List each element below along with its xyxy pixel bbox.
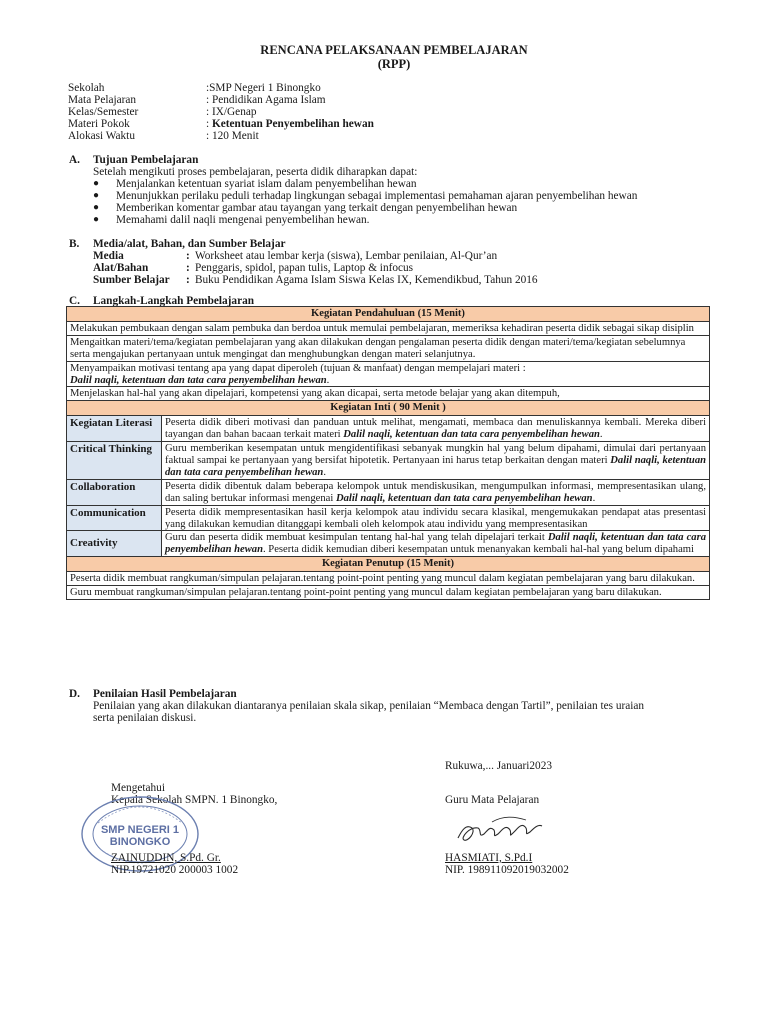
- creativity-text: Guru dan peserta didik membuat kesimpulan tentang hal-hal yang telah dipelajari terkait Dalil naqli, ketentuan dan tata cara penyembelihan hewan. Peserta didik kemudian diberi kesempatan untuk menanyakan kembali hal-hal yang belum dipahami: [162, 531, 710, 557]
- right-heading: Guru Mata Pelajaran: [445, 794, 540, 806]
- stamp-text-1: SMP NEGERI 1: [100, 824, 180, 836]
- sumber-colon: :: [186, 274, 190, 286]
- info-label-alokasi: Alokasi Waktu: [68, 130, 135, 142]
- teacher-nip: NIP. 198911092019032002: [445, 864, 569, 876]
- topic-italic: Dalil naqli, ketentuan dan tata cara penyembelihan hewan: [165, 454, 707, 478]
- communication-label: Communication: [67, 505, 162, 531]
- penutup-row-2: Guru membuat rangkuman/simpulan pelajaran.tentang point-point penting yang muncul dalam kegiatan pembelajaran yang baru dilakukan.: [67, 586, 710, 600]
- collaboration-text-body: Peserta didik dibentuk dalam beberapa kelompok untuk mendiskusikan, mengumpulkan informasi, mempresentasikan ulang, dan saling bertukar informasi mengenai: [165, 480, 707, 504]
- alat-label: Alat/Bahan: [93, 262, 149, 274]
- info-label-materi: Materi Pokok: [68, 118, 130, 130]
- inti-header: Kegiatan Inti ( 90 Menit ): [67, 401, 710, 416]
- bullet-icon: ●: [93, 214, 100, 225]
- bullet-icon: ●: [93, 178, 100, 189]
- media-label: Media: [93, 250, 124, 262]
- info-value-materi-bold: Ketentuan Penyembelihan hewan: [211, 118, 374, 130]
- penutup-header: Kegiatan Penutup (15 Menit): [67, 557, 710, 572]
- literasi-text: Peserta didik diberi motivasi dan panduan untuk melihat, mengamati, membaca dan menuliskannya kembali. Mereka diberi tayangan dan bahan bacaan terkait materi Dalil naqli, ketentuan dan tata cara penyembelihan hewan.: [162, 416, 710, 442]
- principal-nip: NIP.19721020 200003 1002: [111, 864, 239, 876]
- section-d-letter: D.: [69, 688, 80, 700]
- pendahuluan-row-1: Melakukan pembukaan dengan salam pembuka dan berdoa untuk memulai pembelajaran, memeriksa kehadiran peserta didik sebagai sikap disiplin: [67, 321, 710, 335]
- topic-italic: Dalil naqli, ketentuan dan tata cara penyembelihan hewan: [343, 429, 600, 441]
- section-c-title: Langkah-Langkah Pembelajaran: [93, 295, 255, 307]
- penutup-row-1: Peserta didik membuat rangkuman/simpulan pelajaran.tentang point-point penting yang muncul dalam kegiatan pembelajaran yang baru dilakukan.: [67, 572, 710, 586]
- pendahuluan-header: Kegiatan Pendahuluan (15 Menit): [67, 307, 710, 322]
- topic-italic: Dalil naqli, ketentuan dan tata cara penyembelihan hewan: [70, 374, 327, 386]
- bullet-icon: ●: [93, 190, 100, 201]
- creativity-text-2: Peserta didik kemudian diberi kesempatan untuk menanyakan kembali hal-hal yang belum dipahami: [268, 544, 694, 556]
- section-b-letter: B.: [69, 238, 80, 250]
- collaboration-label: Collaboration: [67, 479, 162, 505]
- tujuan-item-3: Memberikan komentar gambar atau tayangan yang terkait dengan penyembelihan hewan: [116, 202, 518, 214]
- document-subtitle: (RPP): [377, 57, 411, 71]
- info-value-mapel: : Pendidikan Agama Islam: [206, 94, 326, 106]
- critical-label: Critical Thinking: [67, 442, 162, 480]
- creativity-label: Creativity: [67, 531, 162, 557]
- section-a-letter: A.: [69, 154, 80, 166]
- info-value-materi: [206, 118, 374, 131]
- left-heading-2: Kepala Sekolah SMPN. 1 Binongko,: [111, 794, 278, 806]
- topic-italic: Dalil naqli, ketentuan dan tata cara penyembelihan hewan: [165, 532, 707, 556]
- collaboration-text: Peserta didik dibentuk dalam beberapa kelompok untuk mendiskusikan, mengumpulkan informasi, mempresentasikan ulang, dan saling bertukar informasi mengenai Dalil naqli, ketentuan dan tata cara penyembelihan hewan.: [162, 479, 710, 505]
- document-title: RENCANA PELAKSANAAN PEMBELAJARAN: [260, 43, 528, 57]
- left-heading-1: Mengetahui: [111, 782, 165, 794]
- section-d-title: Penilaian Hasil Pembelajaran: [93, 688, 237, 700]
- place-date: Rukuwa,... Januari2023: [445, 760, 552, 772]
- literasi-text-body: Peserta didik diberi motivasi dan panduan untuk melihat, mengamati, membaca dan menuliskannya kembali. Mereka diberi tayangan dan bahan bacaan terkait materi: [165, 417, 707, 441]
- critical-text-body: Guru memberikan kesempatan untuk mengidentifikasi sebanyak mungkin hal yang belum dipahami, dimulai dari pertanyaan faktual sampai ke pertanyaan yang bersifat hipotetik. Pertanyaan ini harus tetap berkaitan dengan materi: [165, 443, 707, 466]
- section-b-title: Media/alat, Bahan, dan Sumber Belajar: [93, 238, 286, 250]
- info-value-sekolah: :SMP Negeri 1 Binongko: [206, 82, 321, 94]
- topic-italic: Dalil naqli, ketentuan dan tata cara penyembelihan hewan: [335, 492, 593, 504]
- tujuan-item-1: Menjalankan ketentuan syariat islam dalam penyembelihan hewan: [116, 178, 417, 190]
- section-a-title: Tujuan Pembelajaran: [93, 154, 199, 166]
- media-value: Worksheet atau lembar kerja (siswa), Lembar penilaian, Al-Qur’an: [195, 250, 498, 262]
- info-value-prefix: :: [206, 118, 212, 130]
- principal-name: ZAINUDDIN, S.Pd. Gr.: [111, 852, 221, 864]
- pendahuluan-row-3: Menyampaikan motivasi tentang apa yang dapat diperoleh (tujuan & manfaat) dengan mempelajari materi : Dalil naqli, ketentuan dan tata cara penyembelihan hewan.: [67, 361, 710, 387]
- info-label-sekolah: Sekolah: [68, 82, 105, 94]
- bullet-icon: ●: [93, 202, 100, 213]
- alat-value: Penggaris, spidol, papan tulis, Laptop & infocus: [195, 262, 414, 274]
- pendahuluan-row-4: Menjelaskan hal-hal yang akan dipelajari, kompetensi yang akan dicapai, serta metode belajar yang akan ditempuh,: [67, 387, 710, 401]
- critical-text: Guru memberikan kesempatan untuk mengidentifikasi sebanyak mungkin hal yang belum dipahami, dimulai dari pertanyaan faktual sampai ke pertanyaan yang bersifat hipotetik. Pertanyaan ini harus tetap berkaitan dengan materi Dalil naqli, ketentuan dan tata cara penyembelihan hewan.: [162, 442, 710, 480]
- penilaian-line-1: Penilaian yang akan dilakukan diantaranya penilaian skala sikap, penilaian “Membaca dengan Tartil”, penilaian tes uraian: [93, 700, 645, 712]
- alat-colon: :: [186, 262, 190, 274]
- info-value-kelas: : IX/Genap: [206, 106, 257, 118]
- tujuan-item-4: Memahami dalil naqli mengenai penyembelihan hewan.: [116, 214, 370, 226]
- tujuan-item-2: Menunjukkan perilaku peduli terhadap lingkungan sebagai implementasi pemahaman ajaran penyembelihan hewan: [116, 190, 638, 202]
- teacher-signature-icon: [452, 812, 550, 850]
- stamp-text-2: BINONGKO: [109, 836, 171, 848]
- pendahuluan-row-2: Mengaitkan materi/tema/kegiatan pembelajaran yang akan dilakukan dengan pengalaman peserta didik dengan materi/tema/kegiatan sebelumnya serta mengajukan pertanyaan untuk mengingat dan menghubungkan dengan materi selanjutnya.: [67, 335, 710, 361]
- sumber-value: Buku Pendidikan Agama Islam Siswa Kelas IX, Kemendikbud, Tahun 2016: [195, 274, 538, 286]
- creativity-text-1: Guru dan peserta didik membuat kesimpulan tentang hal-hal yang telah dipelajari terkait: [165, 532, 545, 544]
- steps-table: [66, 306, 710, 600]
- section-c-letter: C.: [69, 295, 80, 307]
- literasi-label: Kegiatan Literasi: [67, 416, 162, 442]
- info-label-mapel: Mata Pelajaran: [68, 94, 137, 106]
- pendahuluan-row-3-text: Menyampaikan motivasi tentang apa yang dapat diperoleh (tujuan & manfaat) dengan mempelajari materi :: [70, 362, 526, 374]
- info-label-kelas: Kelas/Semester: [68, 106, 139, 118]
- teacher-name: HASMIATI, S.Pd.I: [445, 852, 533, 864]
- section-a-intro: Setelah mengikuti proses pembelajaran, peserta didik diharapkan dapat:: [93, 166, 418, 178]
- sumber-label: Sumber Belajar: [93, 274, 170, 286]
- info-value-alokasi: : 120 Menit: [206, 130, 259, 142]
- penilaian-line-2: serta penilaian diskusi.: [93, 712, 197, 724]
- communication-text: Peserta didik mempresentasikan hasil kerja kelompok atau individu secara klasikal, mengemukakan pendapat atas presentasi yang dilakukan kemudian ditanggapi kembali oleh kelompok atau individu yang mempresentasikan: [162, 505, 710, 531]
- media-colon: :: [186, 250, 190, 262]
